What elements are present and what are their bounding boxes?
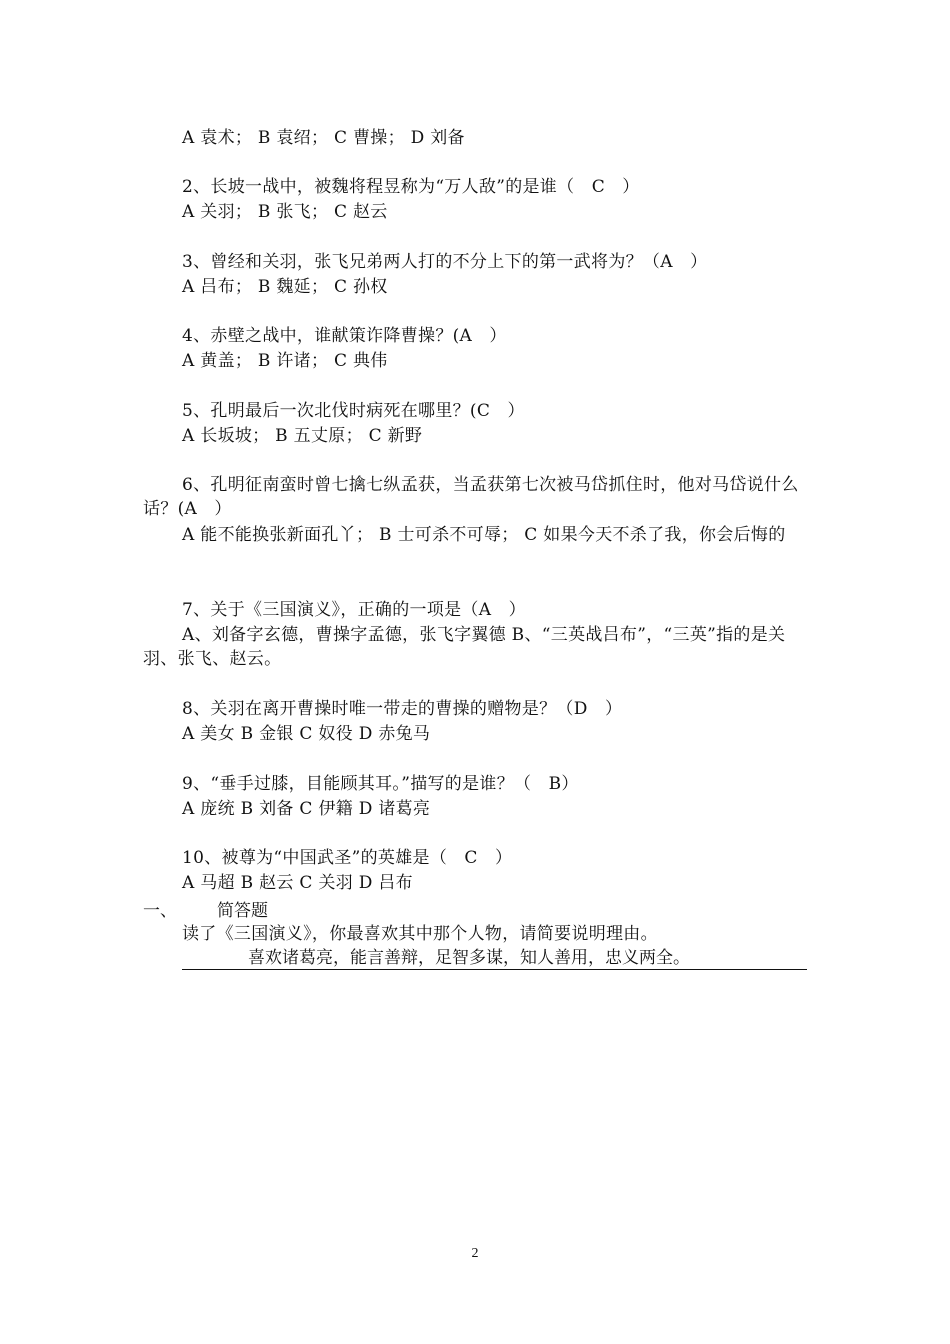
q3-question: 3、曾经和关羽，张飞兄弟两人打的不分上下的第一武将为？（A ）: [182, 252, 708, 272]
answer-line: [182, 947, 807, 970]
page-number: 2: [471, 1246, 479, 1261]
essay-prompt: 读了《三国演义》，你最喜欢其中那个人物，请简要说明理由。: [182, 924, 658, 944]
q7-options: A、刘备字玄德，曹操字孟德，张飞字翼德 B、“三英战吕布”，“三英”指的是关羽、张飞、赵云。: [143, 625, 786, 669]
q2-question: 2、长坡一战中，被魏将程昱称为“万人敌”的是谁（ C ）: [182, 177, 640, 197]
q8-options: A 美女 B 金银 C 奴役 D 赤兔马: [182, 724, 431, 744]
q5-options: A 长坂坡； B 五丈原； C 新野: [182, 426, 423, 446]
q6-options: A 能不能换张新面孔丫； B 士可杀不可辱； C 如果今天不杀了我，你会后悔的: [182, 525, 786, 545]
q7-question: 7、关于《三国演义》，正确的一项是（A ）: [182, 600, 526, 620]
q4-question: 4、赤壁之战中，谁献策诈降曹操？(A ）: [182, 326, 507, 346]
q1-options: A 袁术； B 袁绍； C 曹操； D 刘备: [182, 128, 465, 148]
section-heading: [143, 899, 268, 923]
q2-options: A 关羽； B 张飞； C 赵云: [182, 202, 388, 222]
q5-question: 5、孔明最后一次北伐时病死在哪里？(C ）: [182, 401, 525, 421]
q10-options: A 马超 B 赵云 C 关羽 D 吕布: [182, 873, 413, 893]
q6-question: 6、孔明征南蛮时曾七擒七纵孟获，当孟获第七次被马岱抓住时，他对马岱说什么话？(A ）: [143, 475, 799, 519]
answer-text: 喜欢诸葛亮，能言善辩，足智多谋，知人善用，忠义两全。: [248, 948, 690, 968]
q3-options: A 吕布； B 魏延； C 孙权: [182, 277, 388, 297]
q8-question: 8、关羽在离开曹操时唯一带走的曹操的赠物是？（D ）: [182, 699, 623, 719]
q10-question: 10、被尊为“中国武圣”的英雄是（ C ）: [182, 848, 513, 868]
q9-question: 9、“垂手过膝，目能顾其耳。”描写的是谁？（ B）: [182, 774, 579, 794]
q4-options: A 黄盖； B 许诸； C 典伟: [182, 351, 388, 371]
q9-options: A 庞统 B 刘备 C 伊籍 D 诸葛亮: [182, 799, 431, 819]
section-title: 简答题: [217, 901, 268, 921]
section-number: 一、: [143, 901, 177, 921]
